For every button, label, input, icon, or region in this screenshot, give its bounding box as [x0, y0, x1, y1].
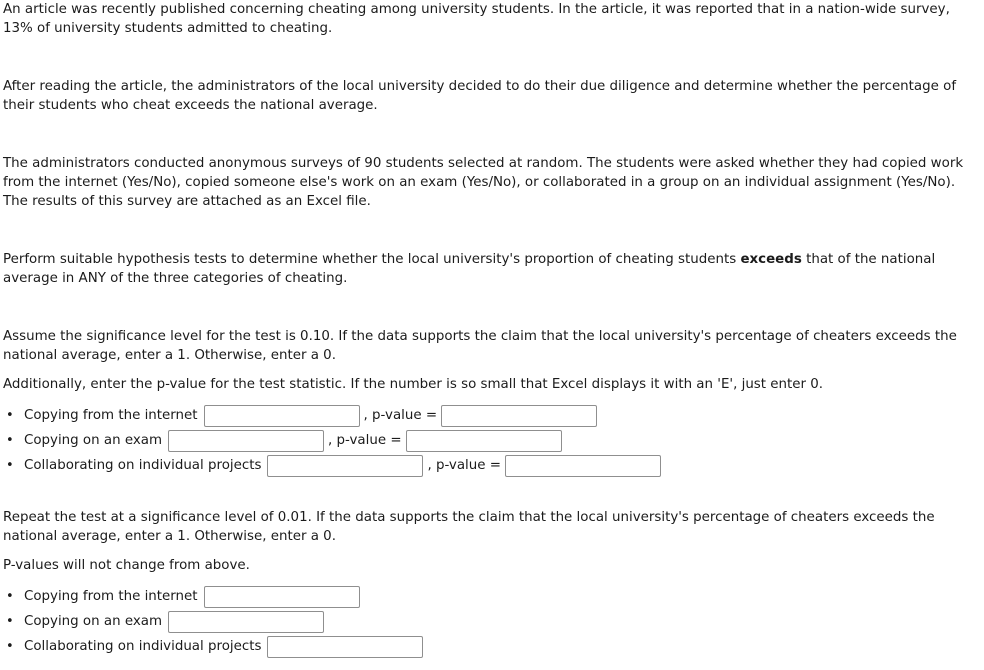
item-label: Copying on an exam	[24, 614, 162, 629]
list-item	[3, 584, 423, 609]
pvalue-internet-input[interactable]	[441, 405, 597, 427]
pvalue-exam-input[interactable]	[406, 430, 562, 452]
list-item	[3, 634, 423, 659]
bullet-icon: •	[6, 639, 14, 654]
task-paragraph	[3, 250, 968, 288]
task-text-start: Perform suitable hypothesis tests to determine whether the local university's proportion of cheating students	[3, 252, 741, 267]
bullet-icon: •	[6, 614, 14, 629]
bullet-icon: •	[6, 589, 14, 604]
bullet-icon: •	[6, 458, 14, 473]
list-item	[3, 428, 661, 453]
answer-collab-010-input[interactable]	[267, 455, 423, 477]
significance-010-paragraph: Assume the significance level for the test is 0.10. If the data supports the claim that the local university's percentage of cheaters exceeds the national average, enter a 1. Otherwise, enter a 0.	[3, 329, 957, 363]
pvalue-note: P-values will not change from above.	[3, 558, 250, 573]
intro-paragraph: An article was recently published concerning cheating among university students. In the article, it was reported that in a nation-wide survey, 13% of university students admitted to cheating.	[3, 2, 950, 36]
context-paragraph: After reading the article, the administrators of the local university decided to do their due diligence and determine whether the percentage of their students who cheat exceeds the national average.	[3, 79, 957, 113]
pvalue-collab-input[interactable]	[505, 455, 661, 477]
task-text-end: that of the national average in ANY of the three categories of cheating.	[3, 252, 936, 286]
item-label: Copying from the internet	[24, 589, 198, 604]
list-item	[3, 453, 661, 478]
answer-list-001	[3, 584, 423, 659]
bullet-icon: •	[6, 433, 14, 448]
answer-exam-001-input[interactable]	[168, 611, 324, 633]
pvalue-label: , p-value =	[363, 408, 438, 423]
answer-internet-010-input[interactable]	[204, 405, 360, 427]
item-label: Copying from the internet	[24, 408, 198, 423]
pvalue-label: , p-value =	[328, 433, 402, 448]
answer-exam-010-input[interactable]	[168, 430, 324, 452]
bullet-icon: •	[6, 408, 14, 423]
answer-list-010	[3, 403, 661, 478]
item-label: Collaborating on individual projects	[24, 639, 262, 654]
task-text-bold: exceeds	[740, 252, 802, 267]
survey-paragraph: The administrators conducted anonymous surveys of 90 students selected at random. The students were asked whether they had copied work from the internet (Yes/No), copied someone else's work on an exam (Yes/No), or collaborated in a group on an individual assignment (Yes/No). The results of this survey are attached as an Excel file.	[3, 156, 964, 209]
answer-collab-001-input[interactable]	[267, 636, 423, 658]
pvalue-instructions: Additionally, enter the p-value for the test statistic. If the number is so small that Excel displays it with an 'E', just enter 0.	[3, 377, 824, 392]
pvalue-label: , p-value =	[427, 458, 501, 473]
significance-001-paragraph: Repeat the test at a significance level of 0.01. If the data supports the claim that the local university's percentage of cheaters exceeds the national average, enter a 1. Otherwise, enter a 0.	[3, 510, 935, 544]
item-label: Collaborating on individual projects	[24, 458, 262, 473]
item-label: Copying on an exam	[24, 433, 162, 448]
answer-internet-001-input[interactable]	[204, 586, 360, 608]
list-item	[3, 609, 423, 634]
list-item	[3, 403, 661, 428]
